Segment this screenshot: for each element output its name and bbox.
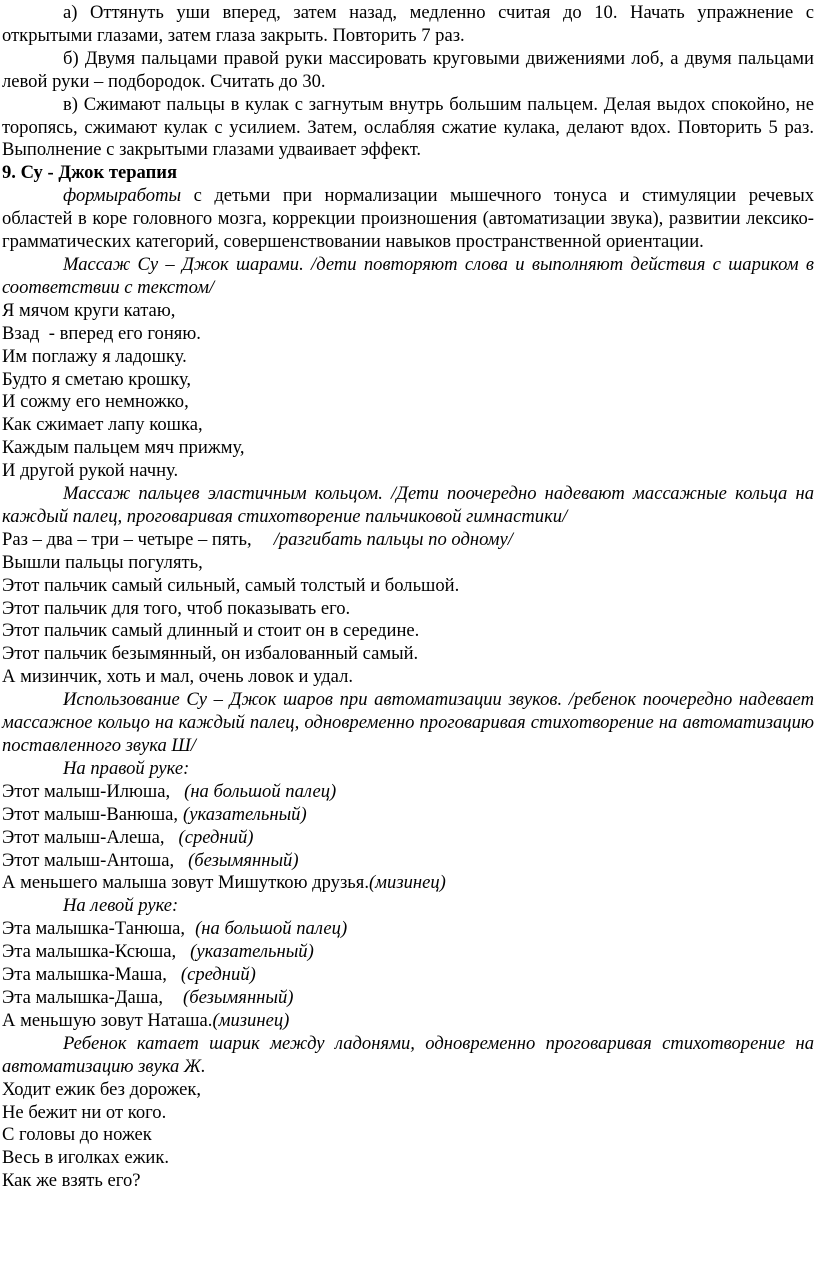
poem-line: Эта малышка-Маша, (средний) <box>2 964 256 986</box>
poem-line: Этот малыш-Алеша, (средний) <box>2 826 254 848</box>
rolling-instruction <box>2 1033 814 1079</box>
poem-line: Взад - вперед его гоняю. <box>2 322 201 344</box>
finger-note: (мизинец) <box>368 872 446 894</box>
finger-note: (средний) <box>180 964 256 986</box>
paragraph-v: в) Сжимают пальцы в кулак с загнутым внутрь большим пальцем. Делая выдох спокойно, не торопясь, сжимают кулак с усилием. Затем, ослабляя сжатие кулака, делают вдох. Повторить 5 раз. Выполнение с закрытыми глазами удваивает эффект. <box>2 93 814 161</box>
poem-line: А мизинчик, хоть и мал, очень ловок и удал. <box>2 666 354 688</box>
right-hand-text: На правой руке: <box>63 757 190 779</box>
forms-paragraph <box>2 185 814 254</box>
poem-line: Этот пальчик самый длинный и стоит он в середине. <box>2 620 420 642</box>
left-hand-text: На левой руке: <box>63 895 179 917</box>
poem-line: Этот малыш-Илюша, (на большой палец) <box>2 780 337 802</box>
forms-text: с детьми при нормализации мышечного тонуса и стимуляции речевых областей в коре головного мозга, коррекции произношения (автоматизации звука), развитии лексико-грамматических категорий, совершенствовании навыков пространственной ориентации. <box>2 185 814 253</box>
poem-line: Весь в иголках ежик. <box>2 1147 170 1169</box>
forms-italic: формыработы <box>63 185 182 207</box>
massage-balls-instruction <box>2 254 814 300</box>
poem-line: Этот пальчик для того, чтоб показывать его. <box>2 597 351 619</box>
poem-line: Вышли пальцы погулять, <box>2 551 203 573</box>
count-note: /разгибать пальцы по одному/ <box>273 528 513 550</box>
finger-note: (на большой палец) <box>195 918 348 940</box>
poem-line: Как же взять его? <box>2 1170 141 1192</box>
finger-note: (на большой палец) <box>184 780 337 802</box>
usage-instruction <box>2 689 814 758</box>
poem-line: Эта малышка-Ксюша, (указательный) <box>2 941 314 963</box>
poem-line: И другой рукой начну. <box>2 460 179 482</box>
finger-note: (указательный) <box>183 803 307 825</box>
poem-line: Этот пальчик самый сильный, самый толстый и большой. <box>2 574 460 596</box>
right-hand-poem <box>2 781 814 896</box>
paragraph-b: б) Двумя пальцами правой руки массировать круговыми движениями лоб, а двумя пальцами левой руки – подбородок. Считать до 30. <box>2 47 814 92</box>
poem-line: Этот малыш-Антоша, (безымянный) <box>2 849 299 871</box>
finger-note: (безымянный) <box>188 849 299 871</box>
poem-line: Каждым пальцем мяч прижму, <box>2 437 245 459</box>
paragraph-a: а) Оттянуть уши вперед, затем назад, медленно считая до 10. Начать упражнение с открытыми глазами, затем глаза закрыть. Повторить 7 раз. <box>2 2 814 46</box>
poem-line: Эта малышка-Танюша, (на большой палец) <box>2 918 348 940</box>
finger-note: (указательный) <box>190 941 314 963</box>
poem-line: Будто я сметаю крошку, <box>2 368 192 390</box>
poem-line: Не бежит ни от кого. <box>2 1101 167 1123</box>
finger-note: (средний) <box>178 826 254 848</box>
massage-ring-instruction <box>2 483 814 529</box>
poem-line: С головы до ножек <box>2 1124 152 1146</box>
poem-hedgehog <box>2 1079 814 1194</box>
section-heading: 9. Су - Джок терапия <box>2 162 178 184</box>
left-hand-label <box>2 895 814 918</box>
massage-ring-text: Массаж пальцев эластичным кольцом. /Дети поочередно надевают массажные кольца на каждый палец, проговаривая стихотворение пальчиковой гимнастики/ <box>2 483 814 527</box>
finger-note: (мизинец) <box>212 1009 290 1031</box>
massage-balls-text: Массаж Су – Джок шарами. /дети повторяют слова и выполняют действия с шариком в соответствии с текстом/ <box>2 253 814 298</box>
poem-line: Им поглажу я ладошку. <box>2 345 187 367</box>
usage-text: Использование Су – Джок шаров при автоматизации звуков. /ребенок поочередно надевает массажное кольцо на каждый палец, одновременно проговаривая стихотворение на автоматизацию поставленного звука Ш/ <box>2 689 814 756</box>
right-hand-label <box>2 758 814 781</box>
poem-line: А меньшего малыша зовут Мишуткою друзья.(мизинец) <box>2 872 446 894</box>
rolling-text: Ребенок катает шарик между ладонями, одновременно проговаривая стихотворение на автоматизацию звука Ж. <box>2 1032 814 1077</box>
left-hand-poem <box>2 918 814 1033</box>
poem-line: А меньшую зовут Наташа.(мизинец) <box>2 1009 290 1031</box>
poem-line: Ходит ежик без дорожек, <box>2 1078 202 1100</box>
poem-line: Этот пальчик безымянный, он избалованный самый. <box>2 643 419 665</box>
poem-line: И сожму его немножко, <box>2 391 189 413</box>
poem-line: Эта малышка-Даша, (безымянный) <box>2 986 294 1008</box>
count-text: Раз – два – три – четыре – пять, <box>2 528 252 550</box>
poem-line: Я мячом круги катаю, <box>2 299 176 321</box>
poem-line: Этот малыш-Ванюша, (указательный) <box>2 803 307 825</box>
poem-line: Как сжимает лапу кошка, <box>2 414 203 436</box>
count-line <box>2 529 814 552</box>
poem-balls <box>2 300 814 483</box>
poem-fingers <box>2 552 814 689</box>
finger-note: (безымянный) <box>183 986 294 1008</box>
